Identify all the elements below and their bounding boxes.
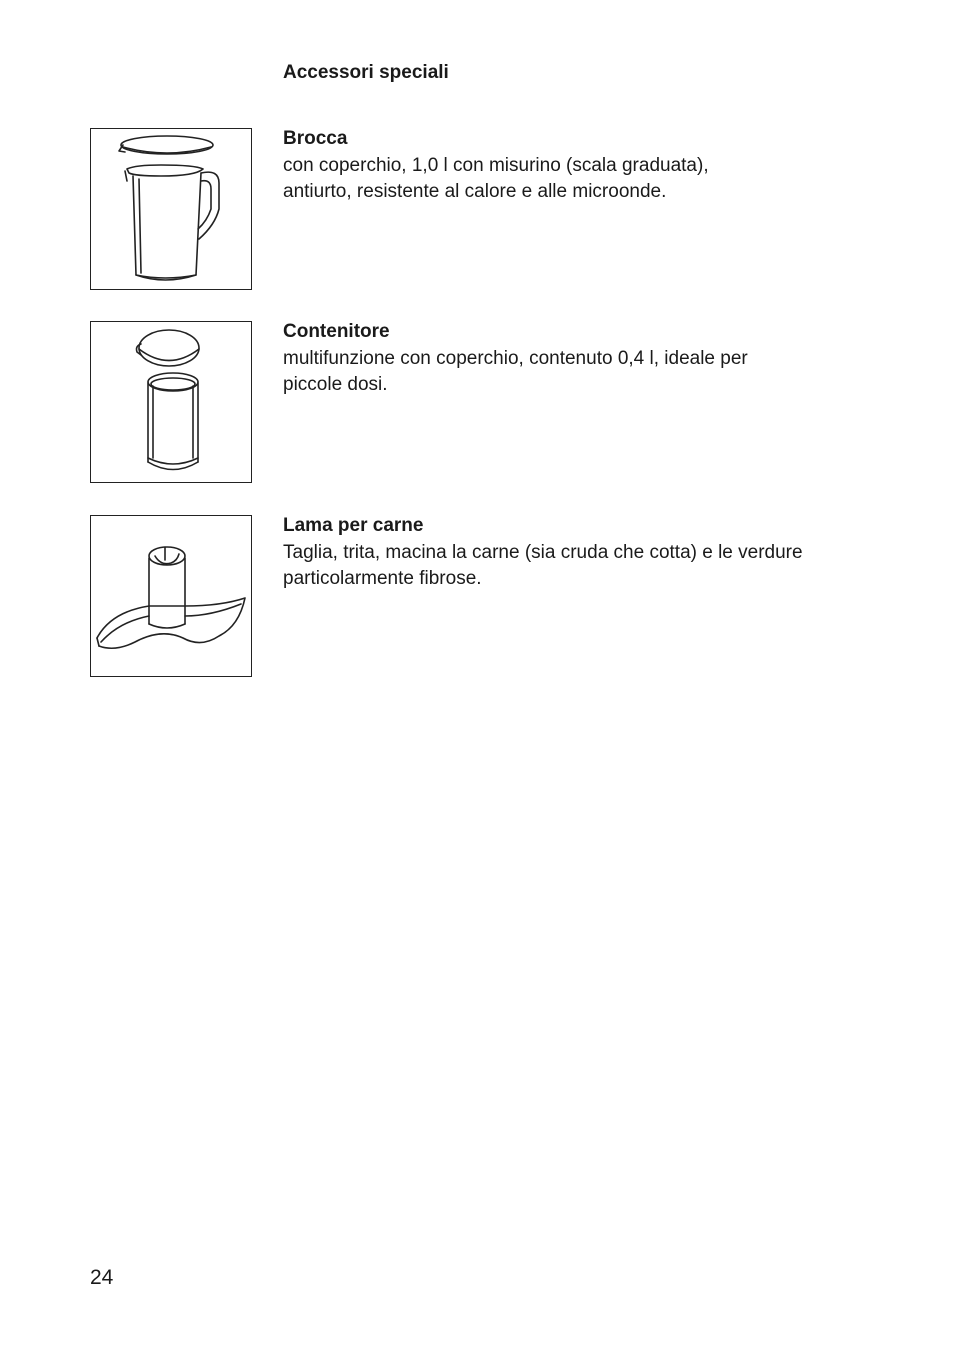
accessory-text xyxy=(283,127,843,205)
meat-blade-illustration xyxy=(90,515,252,677)
page-number: 24 xyxy=(90,1266,114,1289)
accessory-title: Contenitore xyxy=(283,321,390,342)
accessory-item-jug xyxy=(90,128,850,290)
accessory-description: Taglia, trita, macina la carne (sia cruda che cotta) e le verdure particolarmente fibrose. xyxy=(283,542,803,589)
page-title: Accessori speciali xyxy=(283,62,449,83)
jug-with-lid-illustration xyxy=(90,128,252,290)
accessory-text xyxy=(283,320,843,398)
accessory-description: con coperchio, 1,0 l con misurino (scala graduata), antiurto, resistente al calore e alle microonde. xyxy=(283,155,709,202)
accessory-title: Lama per carne xyxy=(283,515,424,536)
accessory-description: multifunzione con coperchio, contenuto 0,4 l, ideale per piccole dosi. xyxy=(283,348,748,395)
container-with-lid-illustration xyxy=(90,321,252,483)
accessory-item-meat-blade xyxy=(90,515,850,677)
accessory-title: Brocca xyxy=(283,128,348,149)
accessory-text xyxy=(283,514,843,592)
accessory-item-container xyxy=(90,321,850,483)
